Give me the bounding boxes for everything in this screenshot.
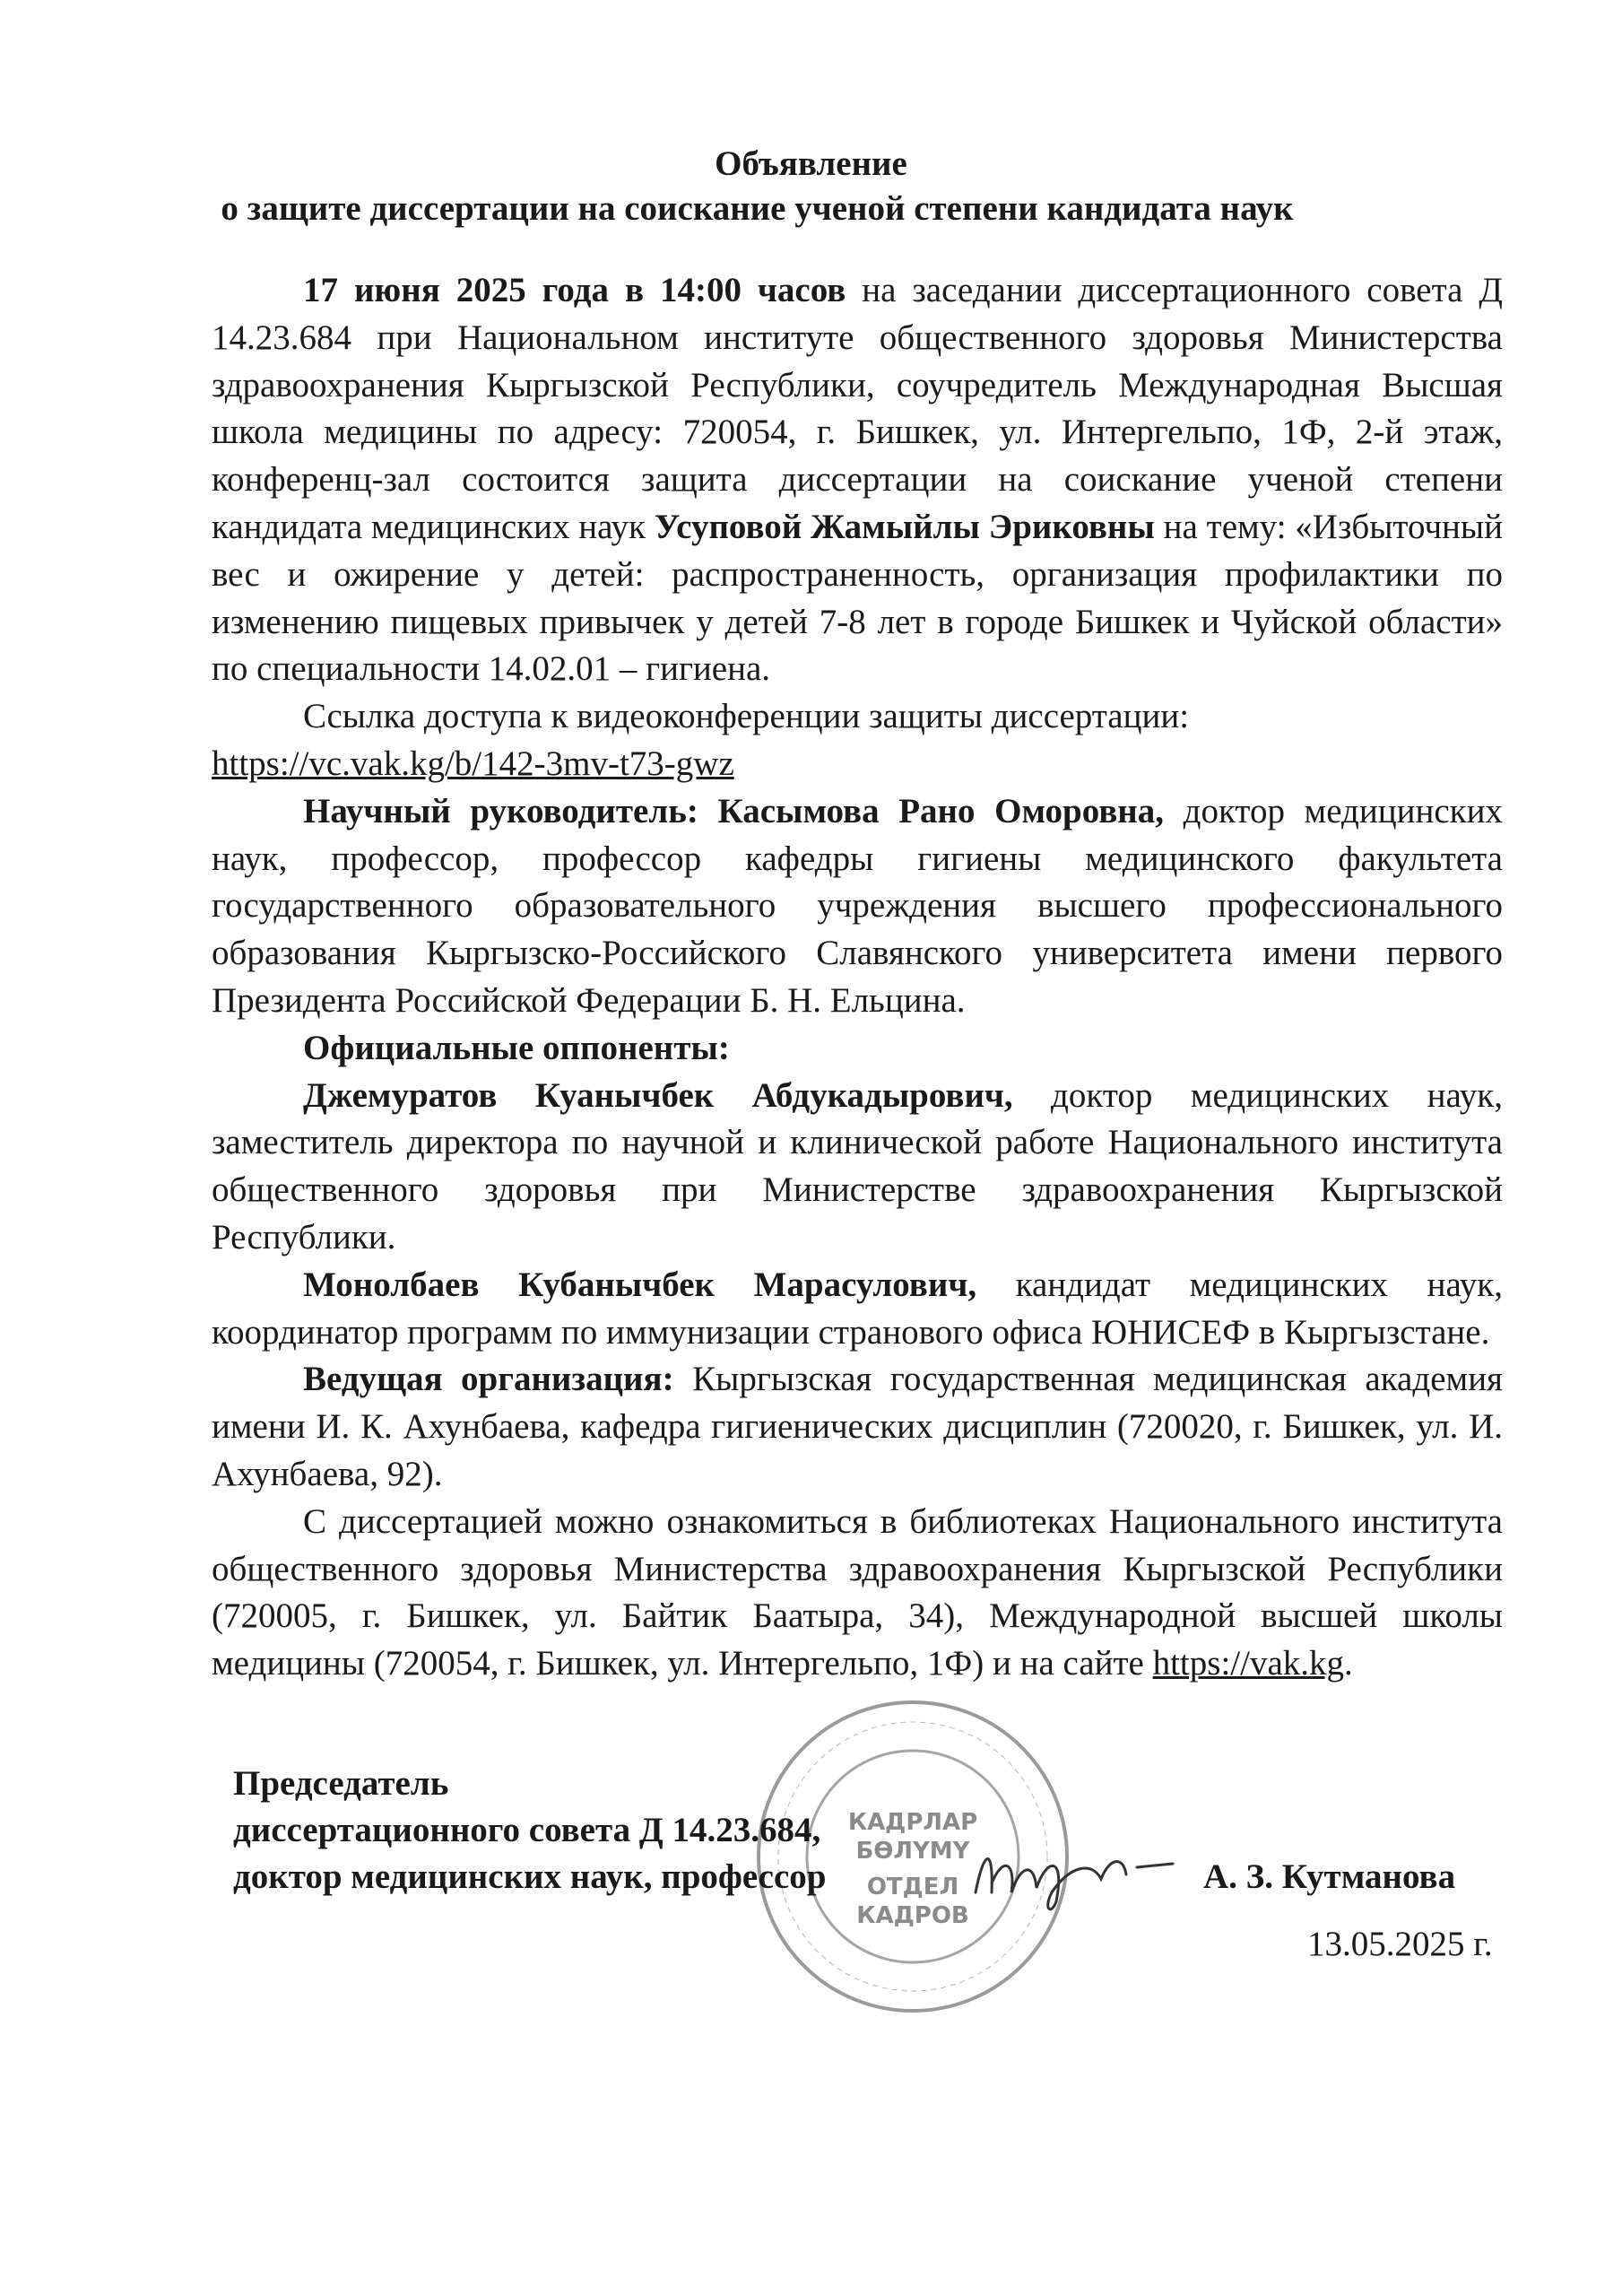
paragraph-supervisor <box>212 788 1503 1025</box>
paragraph-announcement <box>212 267 1503 693</box>
opponents-heading: Официальные оппоненты: <box>303 1028 730 1067</box>
candidate-name: Усуповой Жамыйлы Эриковны <box>654 507 1155 546</box>
stamp-line-1: КАДРЛАР <box>847 1809 978 1836</box>
library-end: . <box>1344 1644 1353 1683</box>
defense-date-time: 17 июня 2025 года в 14:00 часов <box>303 271 846 309</box>
video-conference-link[interactable]: https://vc.vak.kg/b/142-3mv-t73-gwz <box>212 744 734 783</box>
paragraph-opponent-1 <box>212 1073 1503 1262</box>
chairman-block <box>233 1761 826 1900</box>
chairman-council: диссертационного совета Д 14.23.684, <box>233 1811 821 1849</box>
paragraph-leading-organization <box>212 1356 1503 1498</box>
document-body <box>212 267 1503 1688</box>
paragraph-video-url <box>212 741 1503 788</box>
opponent-2-name: Монолбаев Кубанычбек Марасулович, <box>303 1265 977 1304</box>
handwritten-signature <box>967 1830 1182 1919</box>
leading-org-text: Кыргызская государственная медицинская академия имени И. К. Ахунбаева, кафедра гигиенических дисциплин (720020, г. Бишкек, ул. И. Ахунбаева, 92). <box>212 1360 1504 1493</box>
opponent-1-text: доктор медицинских наук, заместитель директора по научной и клинической работе Национального института общественного здоровья при Министерстве здравоохранения Кыргызской Республики. <box>212 1075 1503 1257</box>
paragraph-opponent-2 <box>212 1262 1503 1357</box>
vak-site-link[interactable]: https://vak.kg <box>1152 1644 1345 1683</box>
announcement-text-a: на заседании диссертационного совета Д 14.23.684 при Национальном институте общественного здоровья Министерства здравоохранения Кыргызской Республики, соучредитель Международная Высшая школа медицины по адресу: 720054, г. Бишкек, ул. Интергельпо, 1Ф, 2-й этаж, конференц-зал состоится защита диссертации на соискание ученой степени кандидата медицинских наук <box>212 271 1503 546</box>
document-title: Объявление <box>715 144 907 183</box>
library-text: С диссертацией можно ознакомиться в библиотеках Национального института общественного здоровья Министерства здравоохранения Кыргызской Республики (720005, г. Бишкек, ул. Байтик Баатыра, 34), Международной высшей школы медицины (720054, г. Бишкек, ул. Интергельпо, 1Ф) и на сайте <box>212 1501 1503 1683</box>
document-date: 13.05.2025 г. <box>1307 1925 1493 1963</box>
chairman-degree: доктор медицинских наук, профессор <box>233 1857 827 1896</box>
announcement-text-b: на тему: «Избыточный вес и ожирение у детей: распространенность, организация профилактики по изменению пищевых привычек у детей 7-8 лет в городе Бишкек и Чуйской области» по специальности 14.02.01 – гигиена. <box>212 507 1504 689</box>
document-subtitle: о защите диссертации на соискание ученой степени кандидата наук <box>221 189 1294 228</box>
stamp-line-4: КАДРОВ <box>856 1902 969 1929</box>
stamp-line-3: ОТДЕЛ <box>866 1874 959 1900</box>
supervisor-label: Научный руководитель: Касымова Рано Оморовна, <box>303 791 1165 831</box>
opponent-2-text: кандидат медицинских наук, координатор программ по иммунизации странового офиса ЮНИСЕФ в Кыргызстане. <box>212 1265 1503 1352</box>
stamp-line-2: БӨЛҮМҮ <box>855 1838 970 1865</box>
opponent-1-name: Джемуратов Куанычбек Абдукадырович, <box>303 1075 1013 1115</box>
supervisor-text: доктор медицинских наук, профессор, профессор кафедры гигиены медицинского факультета государственного образовательного учреждения высшего профессионального образования Кыргызско-Российского Славянского университета имени первого Президента Российской Федерации Б. Н. Ельцина. <box>212 791 1503 1020</box>
video-link-label: Ссылка доступа к видеоконференции защиты диссертации: <box>303 697 1190 736</box>
paragraph-video-link <box>212 693 1503 741</box>
chairman-title: Председатель <box>233 1764 449 1803</box>
chairman-name: А. З. Кутманова <box>1203 1857 1456 1896</box>
paragraph-library <box>212 1499 1503 1688</box>
leading-org-label: Ведущая организация: <box>303 1360 674 1399</box>
